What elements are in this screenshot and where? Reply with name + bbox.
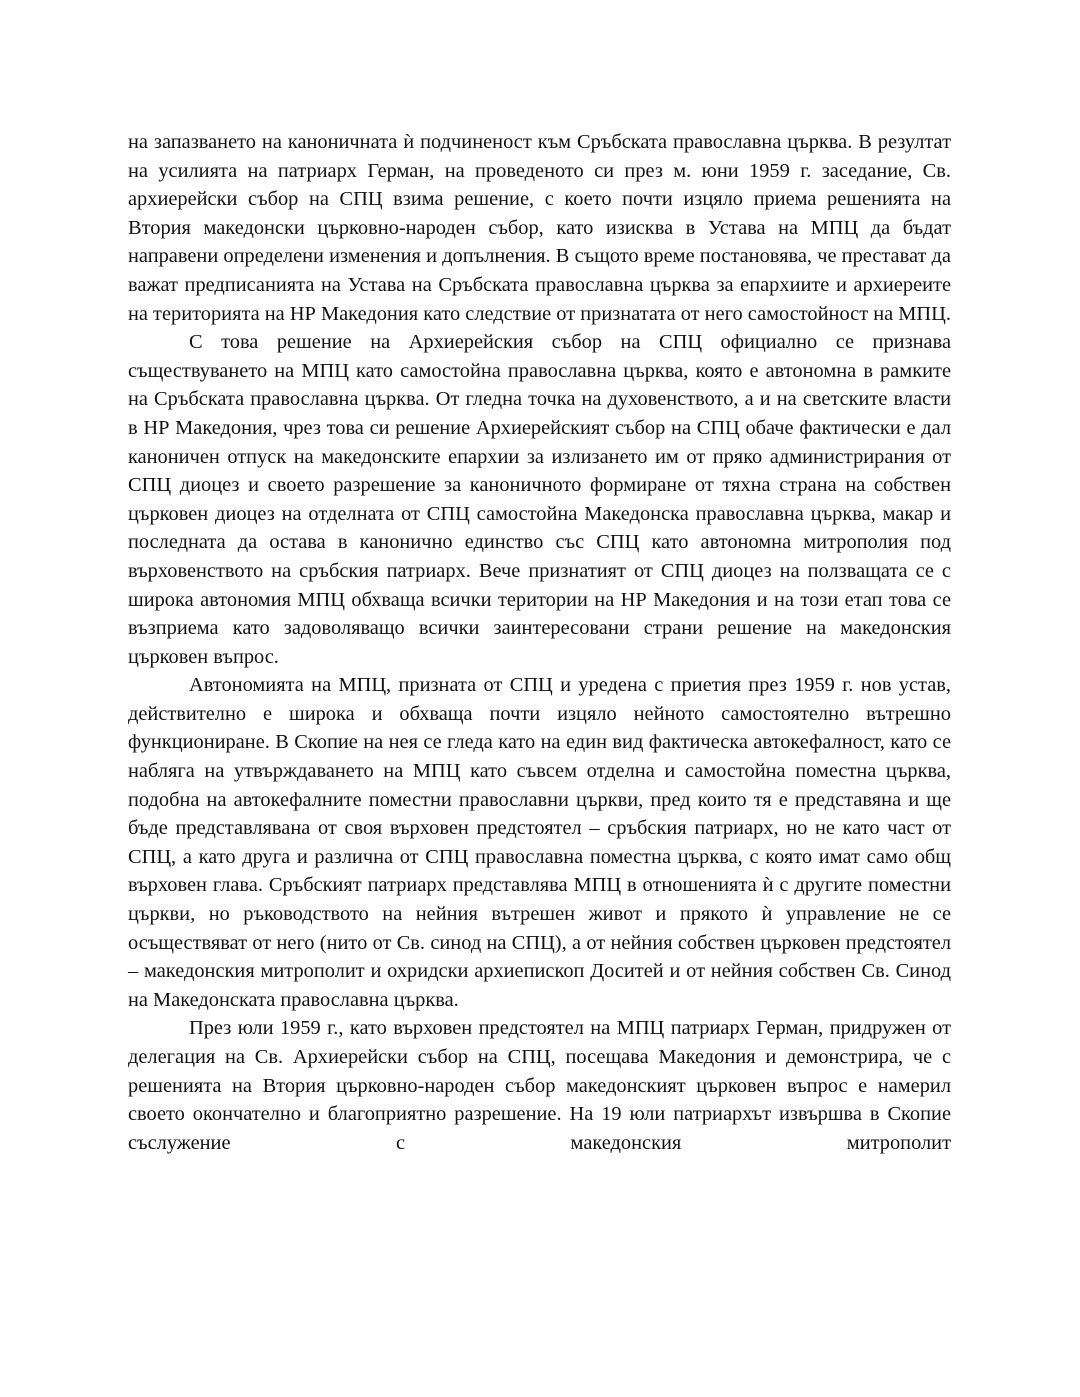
document-page: [128, 128, 951, 1157]
paragraph-3: Автономията на МПЦ, призната от СПЦ и уредена с приетия през 1959 г. нов устав, действително е широка и обхваща почти изцяло нейното самостоятелно вътрешно функциониране. В Скопие на нея се гледа като на един вид фактическа автокефалност, като се набляга на утвърждаването на МПЦ като съвсем отделна и самостойна поместна църква, подобна на автокефалните поместни православни църкви, пред които тя е представяна и ще бъде представлявана от своя върховен предстоятел – сръбския патриарх, но не като част от СПЦ, а като друга и различна от СПЦ православна поместна църква, с която имат само общ върховен глава. Сръбският патриарх представлява МПЦ в отношенията ѝ с другите поместни църкви, но ръководството на нейния вътрешен живот и прякото ѝ управление не се осъществяват от него (нито от Св. синод на СПЦ), а от нейния собствен църковен предстоятел – македонския митрополит и охридски архиепископ Доситей и от нейния собствен Св. Синод на Македонската православна църква.: [128, 674, 951, 1011]
paragraph-2: С това решение на Архиерейския събор на СПЦ официално се признава съществуването на МПЦ като самостойна православна църква, която е автономна в рамките на Сръбската православна църква. От гледна точка на духовенството, а и на светските власти в НР Македония, чрез това си решение Архиерейският събор на СПЦ обаче фактически е дал каноничен отпуск на македонските епархии за излизането им от пряко администрирания от СПЦ диоцез и своето разрешение за каноничното формиране от тяхна страна на собствен църковен диоцез на отделната от СПЦ самостойна Македонска православна църква, макар и последната да остава в канонично единство със СПЦ като автономна митрополия под върховенството на сръбския патриарх. Вече признатият от СПЦ диоцез на ползващата се с широка автономия МПЦ обхваща всички територии на НР Македония и на този етап това се възприема като задоволяващо всички заинтересовани страни решение на македонския църковен въпрос.: [128, 331, 951, 668]
paragraph-1: на запазването на каноничната ѝ подчиненост към Сръбската православна църква. В резултат на усилията на патриарх Герман, на проведеното си през м. юни 1959 г. заседание, Св. архиерейски събор на СПЦ взима решение, с което почти изцяло приема решенията на Втория македонски църковно-народен събор, като изисква в Устава на МПЦ да бъдат направени определени изменения и допълнения. В същото време постановява, че престават да важат предписанията на Устава на Сръбската православна църква за епархиите и архиереите на територията на НР Македония като следствие от признатата от него самостойност на МПЦ.: [128, 131, 951, 325]
paragraph-4: През юли 1959 г., като върховен предстоятел на МПЦ патриарх Герман, придружен от делегация на Св. Архиерейски събор на СПЦ, посещава Македония и демонстрира, че с решенията на Втория църковно-народен събор македонският църковен въпрос е намерил своето окончателно и благоприятно разрешение. На 19 юли патриархът извършва в Скопие съслужение с македонския митрополит: [128, 1017, 951, 1154]
